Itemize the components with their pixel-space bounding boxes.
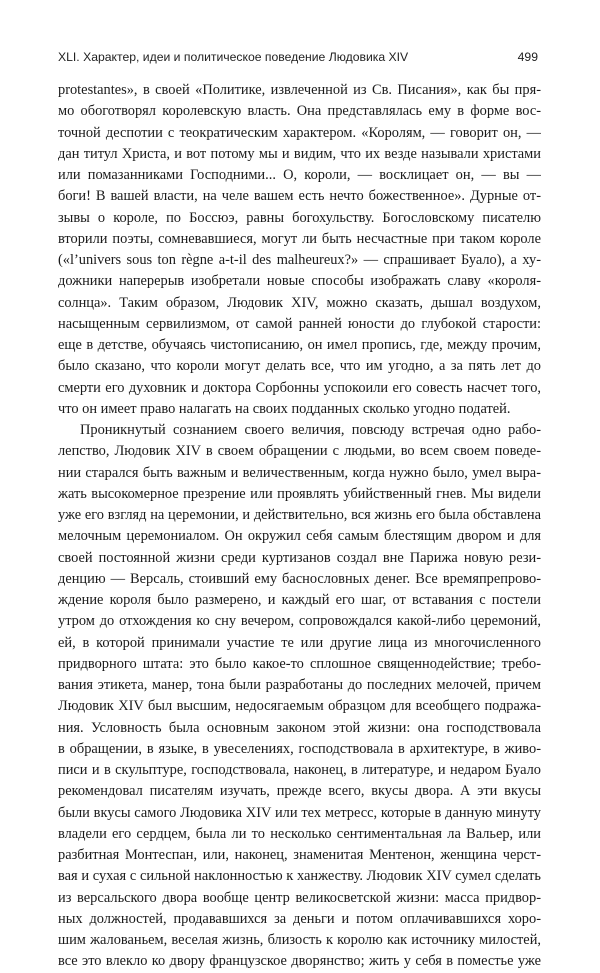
text-line: что он имеет право налагать на своих подданных сколько угодно податей. [58,400,511,417]
chapter-title: XLI. Характер, идеи и политическое поведение Людовика XIV [58,50,409,64]
text-line: солнца». Таким образом, Людовик XIV, можно сказать, дышал воздухом, [58,294,541,311]
text-line: («l’univers sous ton règne a-t-il des malheureux?» — спрашивает Буало), а ху- [58,252,541,268]
text-line: придворного штата: это было какое-то сплошное священнодействие; требо- [58,655,541,672]
text-line: мо обоготворял королевскую власть. Она представлялась ему в форме вос- [58,103,541,120]
text-line: утром до отхождения ко сну вечером, сопровождался какой-либо церемоний, [58,613,541,630]
text-line: или помазанниками Господними... О, короли, — восклицает он, — вы — [58,167,541,183]
text-line: писи и в скульптуре, господствовала, наконец, в литературе, и недаром Буало [58,762,541,778]
text-line: ния. Условность была основным законом этой жизни: она господствовала [58,719,541,736]
text-line: ных должностей, продававшихся за деньги и потом оплачивавшихся хоро- [58,910,541,927]
text-line: нии старался быть важным и величественным, когда нужно было, умел выра- [58,464,541,481]
text-line: своей постоянной жизни среди куртизанов создал вне Парижа новую рези- [58,549,541,566]
text-line: Людовик XIV был высшим, недосягаемым образцом для всеобщего подража- [58,698,541,715]
text-line: дожники наперерыв изобретали новые способы изображать славу «короля- [58,273,541,290]
page-number: 499 [517,50,538,64]
text-line: жать высокомерное презрение или проявлять убийственный гнев. Мы видели [58,485,541,502]
text-line: уже его взгляд на церемонии, и действительно, вся жизнь его была обставлена [58,507,541,523]
text-line: все это влекло ко двору французское дворянство; жить у себя в поместье уже [58,953,541,970]
text-line: из версальского двора вообще центр великосветской жизни: масса придвор- [58,889,541,906]
text-line: владели его сердцем, была ли то несколько сентиментальная ла Вальер, или [58,825,541,842]
text-line: шим жалованьем, веселая жизнь, близость к королю как источнику милостей, [58,932,541,948]
text-line: дан титул Христа, и вот потому мы и видим, что их везде называли христами [58,145,541,162]
paragraph [58,80,541,420]
text-line: зывы о короле, по Боссюэ, равны богохульству. Богословскому писателю [58,209,541,226]
text-line: рекомендовал писателям изучать, прежде всего, вкусы двора. А эти вкусы [58,783,541,800]
text-line: Проникнутый сознанием своего величия, повсюду встречая одно рабо- [80,422,541,438]
text-line: разбитная Монтеспан, или, наконец, знаменитая Ментенон, женщина черст- [58,847,541,863]
text-line: мелочным церемониалом. Он окружил себя самым блестящим двором и для [58,528,541,545]
text-line: вая и сухая с сильной наклонностью к ханжеству. Людовик XIV сумел сделать [58,868,541,885]
running-header [58,50,538,72]
text-line: ей, в которой принимали участие те или другие лица из многочисленного [58,634,541,651]
text-line: ждение короля было размерено, и каждый его шаг, от вставания с постели [58,592,541,608]
text-line: protestantes», в своей «Политике, извлеченной из Св. Писания», как бы пря- [58,82,541,98]
text-line: лепство, Людовик XIV в своем обращении с людьми, во всем своем поведе- [58,443,541,460]
text-line: вания этикета, манер, тона были разработаны до последних мелочей, причем [58,677,541,693]
text-line: денцию — Версаль, стоивший ему баснословных денег. Все времяпрепрово- [58,570,541,587]
text-line: боги! В вашей власти, на челе вашем есть нечто божественное». Дурные от- [58,188,541,205]
text-line: точной деспотии с теократическим характером. «Королям, — говорит он, — [58,124,541,141]
text-line: вторили поэты, сомневавшиеся, могут ли быть несчастные при таком короле [58,230,541,247]
text-line: еще в детстве, обучаясь чистописанию, он имел пропись, где, между прочим, [58,337,541,353]
text-line: было сказано, что короли могут делать все, что им угодно, а за пять лет до [58,358,541,375]
text-line: насыщенным сервилизмом, от самой ранней юности до глубокой старости: [58,315,541,332]
body-text [58,80,541,973]
text-line: смерти его духовник и доктора Сорбонны успокоили его совесть насчет того, [58,379,541,396]
text-line: были вкусы самого Людовика XIV или тех метресс, которые в данную минуту [58,804,541,821]
text-line: в обращении, в языке, в увеселениях, господствовала в архитектуре, в живо- [58,740,541,757]
